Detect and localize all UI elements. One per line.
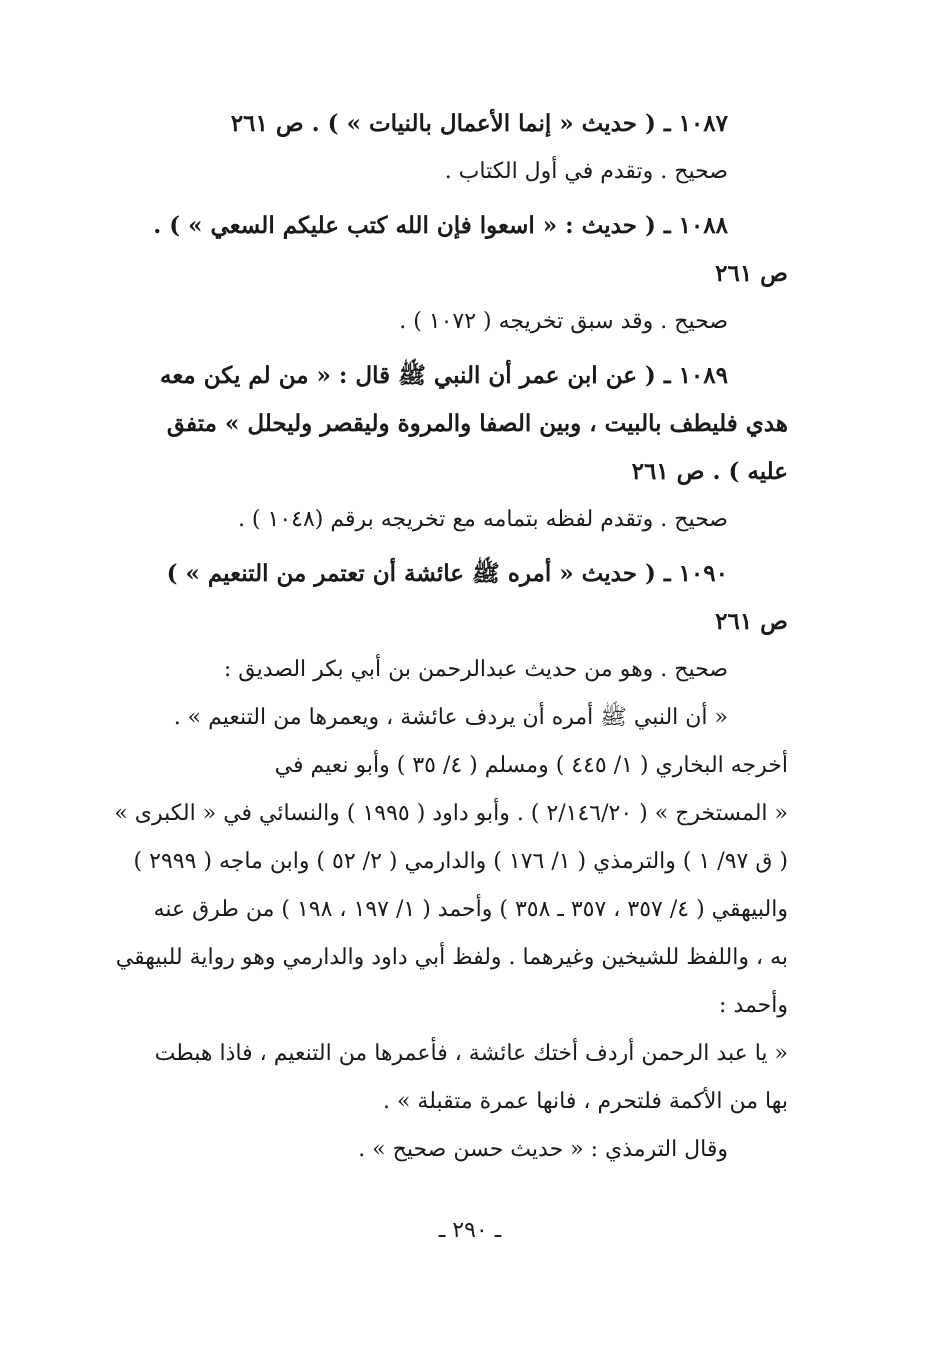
hadith-heading-1089-line2: هدي فليطف بالبيت ، وبين الصفا والمروة وليقصر وليحلل » متفق (166, 410, 788, 437)
verdict-1090: صحيح . وهو من حديث عبدالرحمن بن أبي بكر الصديق : (223, 657, 728, 682)
takhrij-line: ( ق ٩٧/ ١ ) والترمذي ( ١/ ١٧٦ ) والدارمي ( ٢/ ٥٢ ) وابن ماجه ( ٢٩٩٩ ) (133, 849, 788, 874)
quote2-line: « يا عبد الرحمن أردف أختك عائشة ، فأعمرها من التنعيم ، فاذا هبطت (154, 1041, 788, 1066)
takhrij-line: والبيهقي ( ٤/ ٣٥٧ ، ٣٥٧ ـ ٣٥٨ ) وأحمد ( ١/ ١٩٧ ، ١٩٨ ) من طرق عنه (153, 897, 788, 922)
quote2-paragraph (112, 1030, 788, 1126)
takhrij-line: « المستخرج » ( ٢/١٤٦/٢٠ ) . وأبو داود ( ١٩٩٥ ) والنسائي في « الكبرى » (114, 801, 788, 826)
tirmidhi-statement: وقال الترمذي : « حديث حسن صحيح » . (358, 1137, 728, 1162)
hadith-heading-1089-line1: ١٠٨٩ ـ ( عن ابن عمر أن النبي ﷺ قال : « من لم يكن معه (160, 362, 728, 389)
page-body (112, 100, 788, 1174)
verdict-1088: صحيح . وقد سبق تخريجه ( ١٠٧٢ ) . (399, 309, 728, 334)
takhrij-line: به ، واللفظ للشيخين وغيرهما . ولفظ أبي داود والدارمي وهو رواية للبيهقي (115, 945, 788, 970)
hadith-heading-1088-line2: ص ٢٦١ (715, 260, 788, 287)
hadith-heading-1090-line2: ص ٢٦١ (715, 608, 788, 635)
hadith-heading-1088-line1: ١٠٨٨ ـ ( حديث : « اسعوا فإن الله كتب عليكم السعي » ) . (153, 212, 728, 239)
takhrij-line: أخرجه البخاري ( ١/ ٤٤٥ ) ومسلم ( ٤/ ٣٥ ) وأبو نعيم في (274, 753, 788, 778)
page-number: ـ ٢٩٠ ـ (438, 1218, 502, 1243)
verdict-1087: صحيح . وتقدم في أول الكتاب . (444, 159, 728, 184)
verdict-1089: صحيح . وتقدم لفظه بتمامه مع تخريجه برقم (١٠٤٨ ) . (237, 507, 728, 532)
hadith-heading-1090-line1: ١٠٩٠ ـ ( حديث « أمره ﷺ عائشة أن تعتمر من التنعيم » ) (166, 560, 728, 587)
hadith-heading-1087: ١٠٨٧ ـ ( حديث « إنما الأعمال بالنيات » ) . ص ٢٦١ (230, 110, 728, 137)
takhrij-line: وأحمد : (718, 993, 788, 1018)
hadith-heading-1089-line3: عليه ) . ص ٢٦١ (631, 458, 788, 485)
quote-1090: « أن النبي ﷺ أمره أن يردف عائشة ، ويعمرها من التنعيم » . (173, 705, 728, 730)
takhrij-paragraph (112, 742, 788, 1030)
quote2-line: بها من الأكمة فلتحرم ، فانها عمرة متقبلة » . (382, 1089, 788, 1114)
